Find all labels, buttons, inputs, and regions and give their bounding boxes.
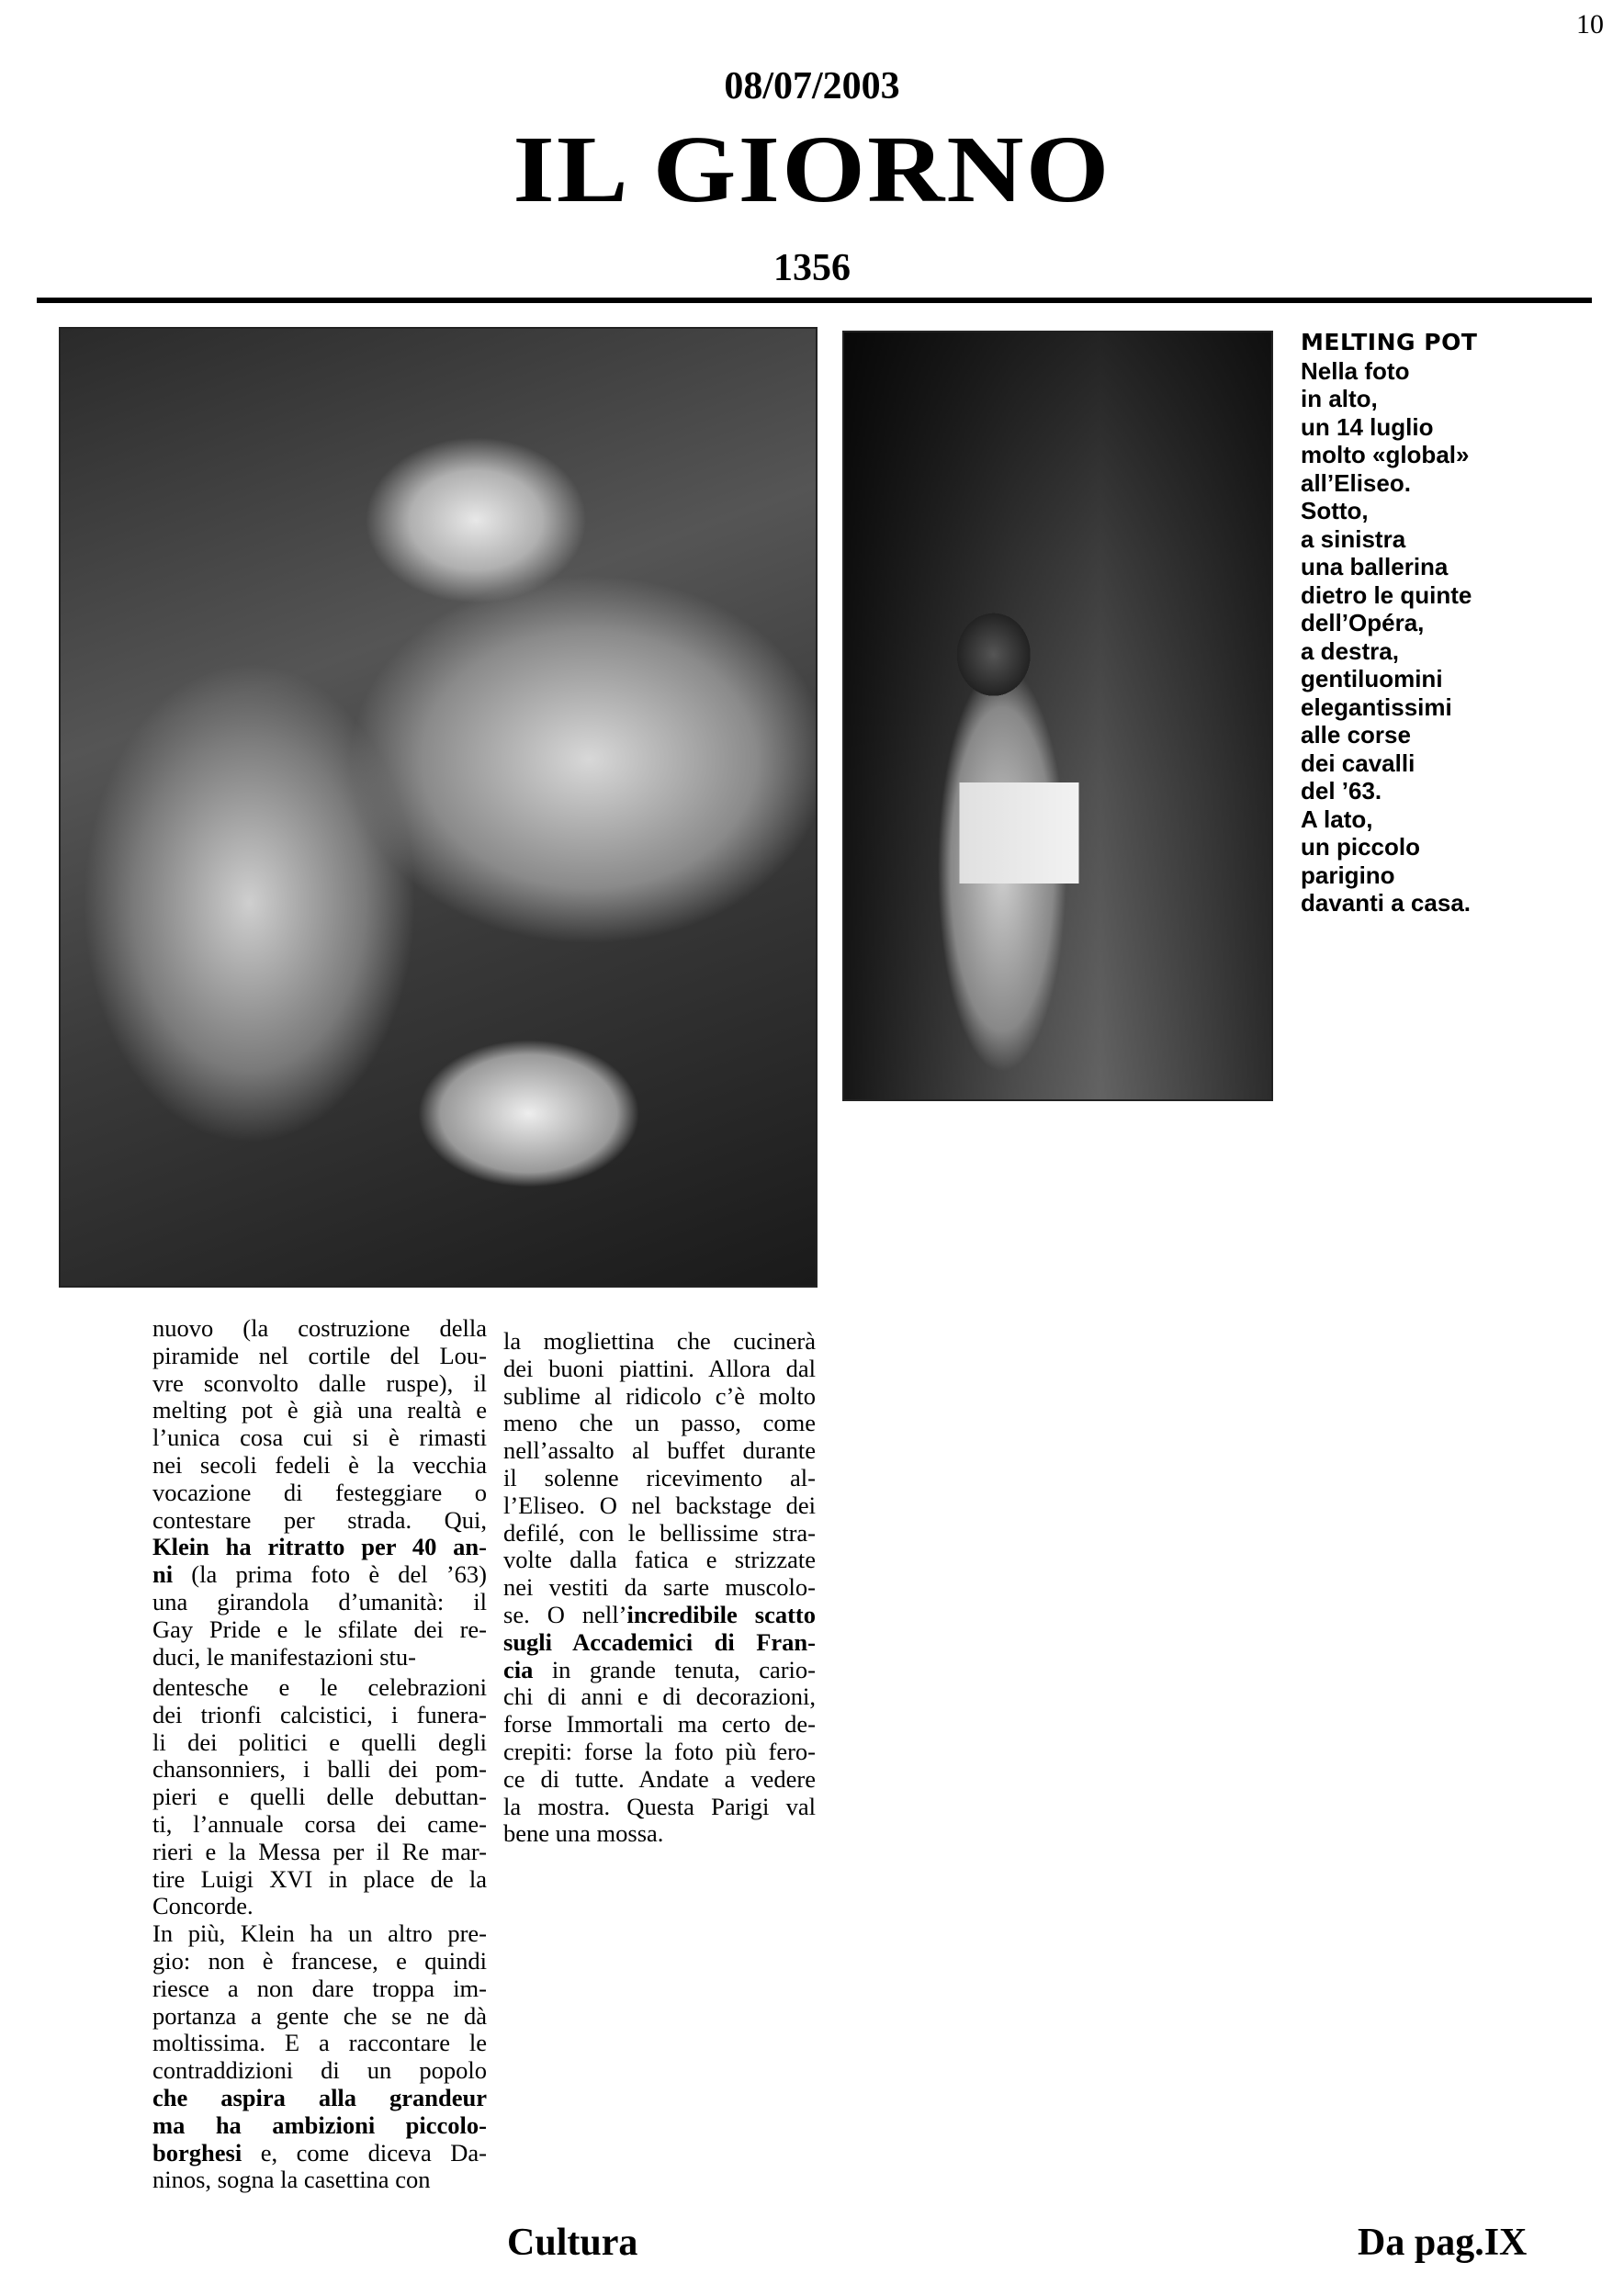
text: la mogliettina che cucinerà <box>503 1327 816 1355</box>
article-line <box>152 1644 487 1671</box>
text: contraddizioni di un popolo <box>152 2056 487 2085</box>
caption-body <box>1301 357 1595 917</box>
article-line <box>152 1702 487 1729</box>
article-line <box>503 1437 816 1465</box>
bold-text: incredibile scatto <box>626 1600 816 1628</box>
text: vocazione di festeggiare o <box>152 1478 487 1506</box>
article-line <box>152 1616 487 1644</box>
text: (la prima foto è del ’63) <box>173 1560 487 1589</box>
text: pieri e quelli delle debuttan- <box>152 1783 487 1811</box>
bold-text: Klein ha ritratto per 40 an- <box>152 1533 487 1561</box>
article-line <box>152 1674 487 1702</box>
article-line <box>152 2030 487 2057</box>
article-line <box>503 1410 816 1437</box>
caption-line: dell’Opéra, <box>1301 609 1425 636</box>
article-line <box>503 1794 816 1821</box>
bold-text: borghesi <box>152 2138 242 2167</box>
caption-line: a destra, <box>1301 636 1399 665</box>
section-label: Cultura <box>507 2222 638 2264</box>
article-line <box>152 1756 487 1784</box>
caption-line: dei cavalli <box>1301 748 1415 777</box>
text: tire Luigi XVI in place de la <box>152 1864 487 1893</box>
continued-from-label: Da pag.IX <box>1358 2222 1528 2264</box>
article-line <box>503 1328 816 1356</box>
article-line <box>503 1465 816 1492</box>
caption-line: un 14 luglio <box>1301 412 1434 441</box>
caption-line: elegantissimi <box>1301 692 1452 721</box>
newspaper-masthead: IL GIORNO <box>513 117 1111 222</box>
caption-line: una ballerina <box>1301 553 1449 580</box>
article-line <box>152 1948 487 1975</box>
article-line <box>503 1547 816 1574</box>
article-line <box>503 1711 816 1739</box>
text: nuovo (la costruzione della <box>152 1314 487 1342</box>
article-line <box>503 1356 816 1383</box>
article-line <box>503 1520 816 1548</box>
text: ti, l’annuale corsa dei came- <box>152 1809 487 1838</box>
bold-text: ni <box>152 1560 174 1589</box>
text: portanza a gente che se ne dà <box>152 2001 487 2030</box>
article-line <box>152 2057 487 2085</box>
text: contestare per strada. Qui, <box>152 1505 487 1534</box>
article-line <box>152 2085 487 2112</box>
text: volte dalla fatica e strizzate <box>503 1546 816 1574</box>
article-line <box>152 1589 487 1616</box>
article-column-1-bottom <box>152 1674 487 2194</box>
text: l’unica cosa cui si è rimasti <box>152 1424 487 1452</box>
article-line <box>152 1866 487 1894</box>
text: piramide nel cortile del Lou- <box>152 1341 487 1369</box>
article-line <box>152 1975 487 2003</box>
caption-line: in alto, <box>1301 385 1378 412</box>
article-line <box>152 1452 487 1480</box>
text: Concorde. <box>152 1892 254 1920</box>
article-line <box>152 1507 487 1535</box>
caption-line: parigino <box>1301 861 1395 889</box>
article-line <box>152 2112 487 2140</box>
article-line <box>503 1492 816 1520</box>
article-line <box>503 1766 816 1794</box>
issue-code: 1356 <box>773 247 851 289</box>
caption-line: dietro le quinte <box>1301 580 1472 609</box>
text: moltissima. E a raccontare le <box>152 2029 487 2057</box>
text: li dei politici e quelli degli <box>152 1728 487 1756</box>
boy-reading-newspaper-photo <box>842 331 1273 1101</box>
article-line <box>503 1629 816 1657</box>
caption-line: un piccolo <box>1301 833 1420 861</box>
text: dentesche e le celebrazioni <box>152 1673 487 1701</box>
text: bene una mossa. <box>503 1819 664 1848</box>
article-line <box>152 1370 487 1398</box>
text: meno che un passo, come <box>503 1409 816 1437</box>
text: in grande tenuta, cario- <box>533 1655 816 1683</box>
article-line <box>503 1574 816 1602</box>
text: la mostra. Questa Parigi val <box>503 1792 816 1820</box>
article-line <box>503 1602 816 1629</box>
caption-heading: MELTING POT <box>1301 329 1478 355</box>
text: l’Eliseo. O nel backstage dei <box>503 1491 816 1519</box>
article-line <box>152 1397 487 1424</box>
text: nei secoli fedeli è la vecchia <box>152 1450 487 1479</box>
text: nell’assalto al buffet durante <box>503 1436 816 1465</box>
article-line <box>152 2167 487 2194</box>
text: chansonniers, i balli dei pom- <box>152 1755 487 1784</box>
text: e, come diceva Da- <box>242 2138 487 2167</box>
text: una girandola d’umanità: il <box>152 1587 487 1615</box>
article-line <box>152 1920 487 1948</box>
text: duci, le manifestazioni stu- <box>152 1642 416 1671</box>
bold-text: sugli Accademici di Fran- <box>503 1627 816 1656</box>
text: dei trionfi calcistici, i funera- <box>152 1700 487 1728</box>
bold-text: cia <box>503 1655 534 1683</box>
text: gio: non è francese, e quindi <box>152 1946 487 1975</box>
article-line <box>152 1561 487 1589</box>
article-line <box>152 1534 487 1561</box>
article-column-1-top <box>152 1315 487 1671</box>
text: forse Immortali ma certo de- <box>503 1710 816 1739</box>
text: defilé, con le bellissime stra- <box>503 1518 816 1547</box>
text: In più, Klein ha un altro pre- <box>152 1919 487 1948</box>
text: ninos, sogna la casettina con <box>152 2166 431 2194</box>
article-line <box>152 1315 487 1343</box>
publication-date: 08/07/2003 <box>724 65 900 107</box>
caption-line: del ’63. <box>1301 777 1382 805</box>
article-line <box>152 1839 487 1866</box>
bold-text: che aspira alla grandeur <box>152 2083 487 2111</box>
article-line <box>503 1739 816 1766</box>
header-divider <box>37 298 1592 303</box>
text: ce di tutte. Andate a vedere <box>503 1764 816 1793</box>
article-line <box>152 1424 487 1452</box>
page-number: 10 <box>1576 9 1604 39</box>
text: il solenne ricevimento al- <box>503 1463 816 1491</box>
ballerina-photo <box>59 327 818 1288</box>
text: rieri e la Messa per il Re mar- <box>152 1837 487 1865</box>
caption-line: Sotto, <box>1301 497 1369 524</box>
article-line <box>152 1480 487 1507</box>
text: sublime al ridicolo c’è molto <box>503 1381 816 1410</box>
text: crepiti: forse la foto più fero- <box>503 1737 816 1765</box>
text: nei vestiti da sarte muscolo- <box>503 1573 816 1602</box>
article-line <box>152 2003 487 2031</box>
text: riesce a non dare troppa im- <box>152 1974 487 2002</box>
article-line <box>503 1383 816 1411</box>
text: Gay Pride e le sfilate dei re- <box>152 1615 487 1643</box>
caption-line: molto «global» <box>1301 441 1470 468</box>
caption-line: alle corse <box>1301 721 1411 748</box>
caption-line: Nella foto <box>1301 356 1410 385</box>
caption-line: davanti a casa. <box>1301 889 1471 917</box>
text: dei buoni piattini. Allora dal <box>503 1354 816 1382</box>
text: melting pot è già una realtà e <box>152 1396 487 1424</box>
article-line <box>503 1683 816 1711</box>
article-line <box>152 1811 487 1839</box>
caption-line: all’Eliseo. <box>1301 468 1411 497</box>
text: vre sconvolto dalle ruspe), il <box>152 1368 487 1397</box>
article-line <box>152 1343 487 1370</box>
article-line <box>152 2140 487 2167</box>
caption-line: gentiluomini <box>1301 665 1443 692</box>
article-line <box>503 1820 816 1848</box>
article-line <box>152 1784 487 1811</box>
article-column-2 <box>503 1328 816 1848</box>
article-line <box>152 1729 487 1757</box>
caption-line: a sinistra <box>1301 524 1406 553</box>
text: se. O nell’ <box>503 1600 627 1628</box>
caption-line: A lato, <box>1301 805 1373 833</box>
photo-caption <box>1301 329 1595 917</box>
article-line <box>152 1893 487 1920</box>
article-line <box>503 1657 816 1684</box>
text: chi di anni e di decorazioni, <box>503 1683 816 1711</box>
bold-text: ma ha ambizioni piccolo- <box>152 2110 487 2139</box>
